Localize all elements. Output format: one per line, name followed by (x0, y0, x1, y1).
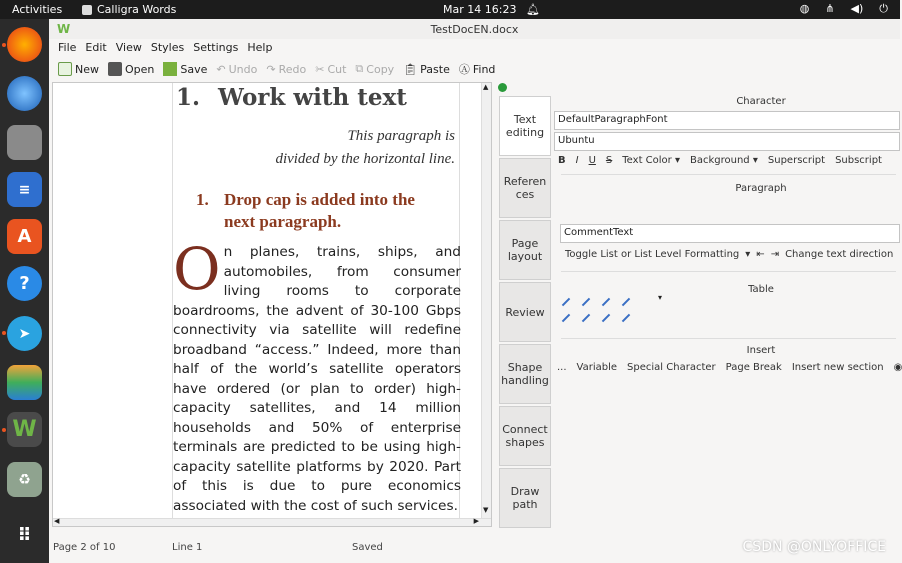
layers-app-icon[interactable] (7, 365, 42, 400)
watermark-text: CSDN @ONLYOFFICE (742, 539, 886, 555)
redo-icon: ↷ (266, 62, 276, 76)
change-direction-button[interactable]: Change text direction (785, 249, 894, 260)
clock-text: Mar 14 16:23 (443, 3, 517, 16)
table-tools-grid (561, 293, 663, 326)
paragraph-section-title: Paragraph (735, 183, 787, 194)
subscript-button[interactable]: Subscript (835, 155, 882, 166)
save-arrow-icon (163, 62, 177, 76)
activities-button[interactable]: Activities (12, 3, 63, 16)
draw-table-icon[interactable] (582, 298, 590, 306)
draw-table-icon[interactable] (602, 314, 610, 322)
running-indicator-dot (2, 331, 6, 335)
page-break-button[interactable]: Page Break (725, 362, 782, 373)
calligra-words-icon[interactable]: W (7, 412, 42, 447)
tool-options-panel (496, 82, 900, 537)
page-indicator: Page 2 of 10 (53, 542, 116, 553)
draw-table-icon[interactable] (582, 314, 590, 322)
system-tray[interactable] (800, 2, 888, 16)
app-center-icon[interactable]: A (7, 219, 42, 254)
paragraph-style-combo[interactable]: CommentText (560, 224, 900, 243)
tab-references[interactable]: Referen ces (499, 158, 551, 218)
cut-label: Cut (327, 62, 347, 76)
character-style-combo[interactable]: DefaultParagraphFont (554, 111, 900, 130)
network-icon: ⋔ (825, 2, 835, 15)
line-indicator: Line 1 (172, 542, 203, 553)
divider (561, 338, 896, 339)
background-label: Background (690, 155, 750, 166)
chevron-down-icon[interactable]: ▾ (658, 293, 663, 302)
menu-help[interactable]: Help (247, 41, 273, 54)
horizontal-scrollbar[interactable] (53, 518, 491, 526)
active-app-menu[interactable] (82, 3, 176, 16)
open-folder-icon (108, 62, 122, 76)
scissors-icon: ✂ (315, 62, 325, 76)
heading-1-text: Work with text (218, 84, 407, 111)
scroll-up-icon: ▲ (483, 83, 489, 91)
writer-icon[interactable]: ≡ (7, 172, 42, 207)
special-character-button[interactable]: Special Character (627, 362, 716, 373)
undo-button[interactable] (213, 59, 263, 79)
divider (561, 271, 896, 272)
copy-button[interactable] (352, 59, 400, 79)
document-canvas[interactable] (52, 82, 492, 527)
heading-2-number: 1. (196, 190, 209, 209)
save-label: Save (180, 62, 208, 76)
text-editing-options (551, 82, 900, 537)
find-label: Find (472, 62, 496, 76)
new-label: New (75, 62, 99, 76)
scroll-down-icon: ▼ (483, 506, 489, 514)
clock[interactable] (443, 3, 540, 16)
cut-button[interactable] (312, 59, 352, 79)
body-text: n planes, trains, ships, and automobiles, from consumer living rooms to corporate boardrooms, the advent of 30-100 Gbps connectivity via satellite will redefine broadband “access.” Indeed, more than half of the world’s satellite operators have ordered (or plan to order) high-capacity satellites, and 14 million households and 50% of enterprise terminals are predicted to be using high-capacity satellite platforms by 2020. Part of this is due to pure economics associated with the cost of such services. (173, 244, 461, 514)
help-icon[interactable]: ? (7, 266, 42, 301)
underline-button[interactable]: U (588, 155, 596, 166)
character-section-title: Character (736, 96, 786, 107)
thunderbird-icon[interactable] (7, 76, 42, 111)
variable-button[interactable]: Variable (576, 362, 618, 373)
volume-icon: ◀) (850, 2, 864, 15)
heading-1[interactable] (176, 84, 407, 111)
circle-icon[interactable]: ◉ (893, 362, 902, 373)
redo-label: Redo (278, 62, 307, 76)
firefox-icon[interactable] (7, 27, 42, 62)
accessibility-icon: ◍ (799, 2, 810, 15)
vertical-scrollbar[interactable] (481, 83, 491, 523)
trash-icon[interactable]: ♻ (7, 462, 42, 497)
active-app-name: Calligra Words (97, 3, 177, 16)
menu-edit[interactable]: Edit (85, 41, 107, 54)
table-section-title: Table (748, 284, 774, 295)
body-paragraph[interactable] (173, 235, 461, 516)
insert-row (557, 362, 902, 373)
bold-button[interactable]: B (558, 155, 566, 166)
scroll-left-icon: ◀ (54, 517, 60, 525)
heading-2[interactable] (196, 189, 444, 233)
main-toolbar (55, 59, 501, 79)
heading-1-number: 1. (176, 84, 201, 111)
menu-view[interactable]: View (115, 41, 142, 54)
draw-table-icon[interactable] (562, 314, 570, 322)
window-title: TestDocEN.docx (430, 23, 519, 36)
font-family-combo[interactable]: Ubuntu (554, 132, 900, 151)
document-page[interactable] (172, 83, 460, 523)
menu-settings[interactable]: Settings (193, 41, 239, 54)
system-top-bar (0, 0, 900, 19)
italic-line-1[interactable]: This paragraph is (347, 128, 455, 144)
new-button[interactable] (55, 59, 105, 79)
tab-draw-path[interactable]: Draw path (499, 468, 551, 528)
save-button[interactable] (160, 59, 213, 79)
save-status: Saved (352, 542, 383, 553)
italic-line-2[interactable]: divided by the horizontal line. (275, 151, 455, 167)
find-button[interactable] (456, 59, 502, 79)
copy-icon: ⧉ (355, 62, 364, 75)
insert-more-button[interactable]: ... (557, 362, 567, 373)
text-color-button[interactable] (622, 155, 680, 166)
draw-table-icon[interactable] (602, 298, 610, 306)
find-icon: Ⓐ (458, 63, 470, 76)
tab-shape-handling[interactable]: Shape handling (499, 344, 551, 404)
decrease-indent-icon[interactable]: ⇤ (756, 249, 765, 260)
running-indicator-dot (2, 43, 6, 47)
show-apps-icon[interactable]: ⠿ (17, 525, 32, 546)
heading-2-text: Drop cap is added into the next paragraph. (224, 190, 415, 231)
window-titlebar[interactable] (49, 19, 900, 39)
menu-styles[interactable]: Styles (150, 41, 185, 54)
insert-section-title: Insert (746, 345, 776, 356)
running-indicator-dot (2, 428, 6, 432)
menu-bar (58, 41, 272, 54)
telegram-icon[interactable]: ➤ (7, 316, 42, 351)
divider (561, 174, 896, 175)
calligra-window (49, 19, 900, 563)
new-document-icon (58, 62, 72, 76)
draw-table-icon[interactable] (622, 298, 630, 306)
open-label: Open (125, 62, 155, 76)
calligra-logo-icon: W (57, 22, 71, 36)
tool-tabs (499, 96, 551, 531)
panel-lock-icon[interactable] (498, 83, 507, 92)
undo-icon: ↶ (216, 62, 226, 76)
paste-button[interactable] (400, 59, 456, 79)
chevron-down-icon: ▾ (674, 155, 680, 166)
increase-indent-icon[interactable]: ⇥ (770, 249, 780, 260)
text-color-label: Text Color (622, 155, 672, 166)
insert-section-button[interactable]: Insert new section (791, 362, 884, 373)
italic-button[interactable]: I (575, 155, 579, 166)
background-color-button[interactable] (690, 155, 758, 166)
drop-cap: O (173, 235, 221, 303)
open-button[interactable] (105, 59, 160, 79)
bell-icon: 🔔︎ (525, 3, 540, 16)
draw-table-icon[interactable] (622, 314, 630, 322)
files-icon[interactable] (7, 125, 42, 160)
undo-label: Undo (228, 62, 258, 76)
power-icon: ⏻ (879, 2, 888, 15)
dock (0, 19, 49, 563)
superscript-button[interactable]: Superscript (767, 155, 826, 166)
tab-review[interactable]: Review (499, 282, 551, 342)
tab-connect-shapes[interactable]: Connect shapes (499, 406, 551, 466)
scroll-right-icon: ▶ (473, 517, 479, 525)
tab-text-editing[interactable]: Text editing (499, 96, 551, 156)
paragraph-format-row (565, 249, 893, 260)
chevron-down-icon[interactable]: ▾ (745, 249, 751, 260)
paste-label: Paste (420, 62, 450, 76)
copy-label: Copy (366, 62, 395, 76)
chevron-down-icon: ▾ (752, 155, 758, 166)
character-format-row (558, 155, 882, 166)
toggle-list-button[interactable]: Toggle List or List Level Formatting (565, 249, 740, 260)
clipboard-icon: 📋︎ (403, 62, 418, 76)
draw-table-icon[interactable] (562, 298, 570, 306)
calligra-app-icon (82, 5, 92, 15)
tab-page-layout[interactable]: Page layout (499, 220, 551, 280)
menu-file[interactable]: File (58, 41, 77, 54)
redo-button[interactable] (263, 59, 312, 79)
strikethrough-button[interactable]: S (605, 155, 613, 166)
